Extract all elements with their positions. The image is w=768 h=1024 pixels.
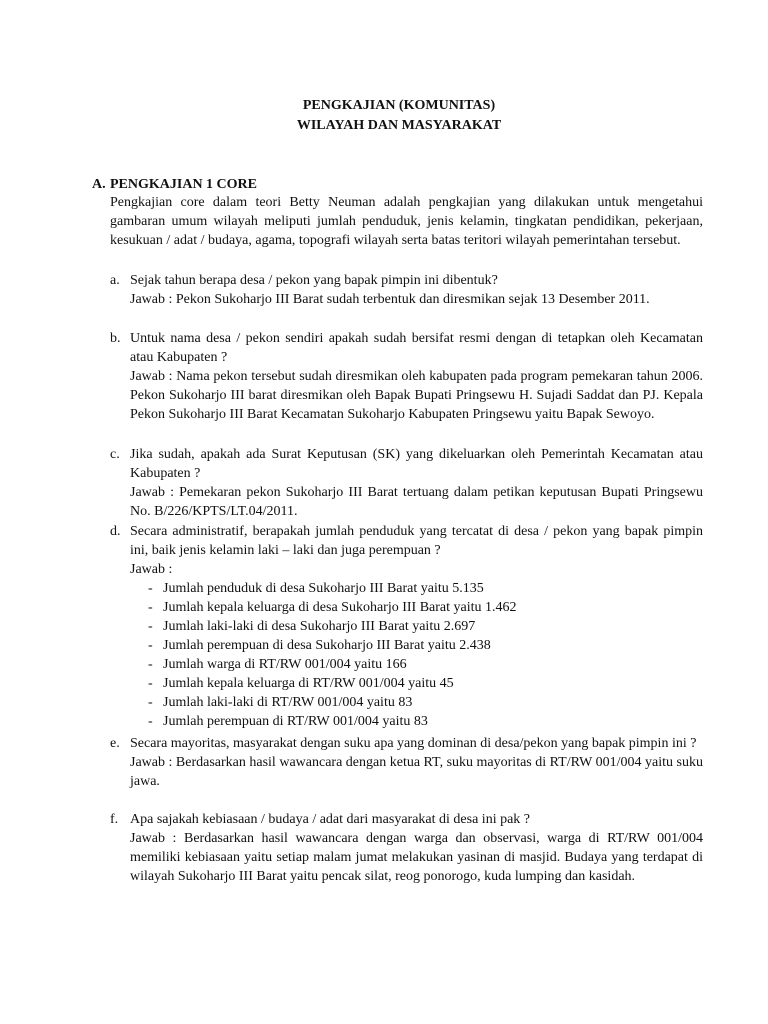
bullet-text: Jumlah penduduk di desa Sukoharjo III Barat yaitu 5.135 [163, 581, 484, 596]
list-item [110, 636, 703, 655]
list-item [110, 579, 703, 598]
item-answer: Jawab : Nama pekon tersebut sudah diresmikan oleh kabupaten pada program pemekaran tahun 2006. Pekon Sukoharjo III barat diresmikan oleh Bapak Bupati Pringsewu H. Sujadi Saddat dan PJ. Kepala Pekon Sukoharjo III Barat Kecamatan Sukoharjo Kabupaten Pringsewu yaitu Bapak Sewoyo. [130, 369, 703, 422]
item-question: Untuk nama desa / pekon sendiri apakah sudah bersifat resmi dengan di tetapkan oleh Kecamatan atau Kabupaten ? [130, 331, 703, 365]
bullet-dash: - [148, 676, 153, 691]
item-question: Apa sajakah kebiasaan / budaya / adat dari masyarakat di desa ini pak ? [130, 812, 531, 827]
bullet-text: Jumlah perempuan di RT/RW 001/004 yaitu 83 [163, 714, 428, 729]
item-letter: b. [110, 331, 121, 346]
list-item-d [110, 522, 703, 731]
list-item-f [110, 810, 703, 886]
item-question: Secara mayoritas, masyarakat dengan suku apa yang dominan di desa/pekon yang bapak pimpin ini ? [130, 736, 697, 751]
bullet-text: Jumlah perempuan di desa Sukoharjo III Barat yaitu 2.438 [163, 638, 491, 653]
section-letter: A. [92, 177, 106, 192]
list-item [110, 655, 703, 674]
list-item [110, 693, 703, 712]
item-answer: Jawab : Pemekaran pekon Sukoharjo III Barat tertuang dalam petikan keputusan Bupati Pringsewu No. B/226/KPTS/LT.04/2011. [130, 485, 703, 519]
bullet-dash: - [148, 619, 153, 634]
list-item-c [110, 445, 703, 521]
item-letter: f. [110, 812, 119, 827]
document-title-line2: WILAYAH DAN MASYARAKAT [296, 118, 502, 133]
bullet-text: Jumlah warga di RT/RW 001/004 yaitu 166 [163, 657, 407, 672]
section-heading [92, 175, 257, 194]
bullet-dash: - [148, 695, 153, 710]
section-intro-paragraph: Pengkajian core dalam teori Betty Neuman adalah pengkajian yang dilakukan untuk mengetahui gambaran umum wilayah meliputi jumlah penduduk, jenis kelamin, tingkatan pendidikan, pekerjaan, kesukuan / adat / budaya, agama, topografi wilayah serta batas teritori wilayah pemerintahan tersebut. [110, 195, 703, 248]
bullet-text: Jumlah laki-laki di RT/RW 001/004 yaitu 83 [163, 695, 413, 710]
item-letter: e. [110, 736, 120, 751]
item-answer: Jawab : [130, 562, 173, 577]
list-item-a [110, 271, 703, 309]
list-item-b [110, 329, 703, 424]
document-title-line1: PENGKAJIAN (KOMUNITAS) [302, 98, 496, 113]
item-letter: d. [110, 524, 121, 539]
item-letter: c. [110, 447, 120, 462]
bullet-text: Jumlah kepala keluarga di desa Sukoharjo III Barat yaitu 1.462 [163, 600, 517, 615]
list-item [110, 712, 703, 731]
bullet-dash: - [148, 600, 153, 615]
item-question: Jika sudah, apakah ada Surat Keputusan (SK) yang dikeluarkan oleh Pemerintah Kecamatan atau Kabupaten ? [130, 447, 703, 481]
bullet-dash: - [148, 657, 153, 672]
population-list [110, 579, 703, 731]
item-answer: Jawab : Berdasarkan hasil wawancara dengan ketua RT, suku mayoritas di RT/RW 001/004 yaitu suku jawa. [130, 755, 703, 789]
bullet-text: Jumlah laki-laki di desa Sukoharjo III Barat yaitu 2.697 [163, 619, 476, 634]
bullet-dash: - [148, 638, 153, 653]
bullet-dash: - [148, 581, 153, 596]
item-question: Secara administratif, berapakah jumlah penduduk yang tercatat di desa / pekon yang bapak pimpin ini, baik jenis kelamin laki – laki dan juga perempuan ? [130, 524, 703, 558]
list-item [110, 598, 703, 617]
list-item [110, 617, 703, 636]
section-title: PENGKAJIAN 1 CORE [110, 177, 258, 192]
list-item [110, 674, 703, 693]
bullet-text: Jumlah kepala keluarga di RT/RW 001/004 yaitu 45 [163, 676, 454, 691]
bullet-dash: - [148, 714, 153, 729]
item-answer: Jawab : Pekon Sukoharjo III Barat sudah terbentuk dan diresmikan sejak 13 Desember 2011. [130, 292, 650, 307]
list-item-e [110, 734, 703, 791]
item-question: Sejak tahun berapa desa / pekon yang bapak pimpin ini dibentuk? [130, 273, 498, 288]
item-answer: Jawab : Berdasarkan hasil wawancara dengan warga dan observasi, warga di RT/RW 001/004 memiliki kebiasaan yaitu setiap malam jumat melakukan yasinan di masjid. Budaya yang terdapat di wilayah Sukoharjo III Barat yaitu pencak silat, reog ponorogo, kuda lumping dan kasidah. [130, 831, 703, 884]
item-letter: a. [110, 273, 120, 288]
